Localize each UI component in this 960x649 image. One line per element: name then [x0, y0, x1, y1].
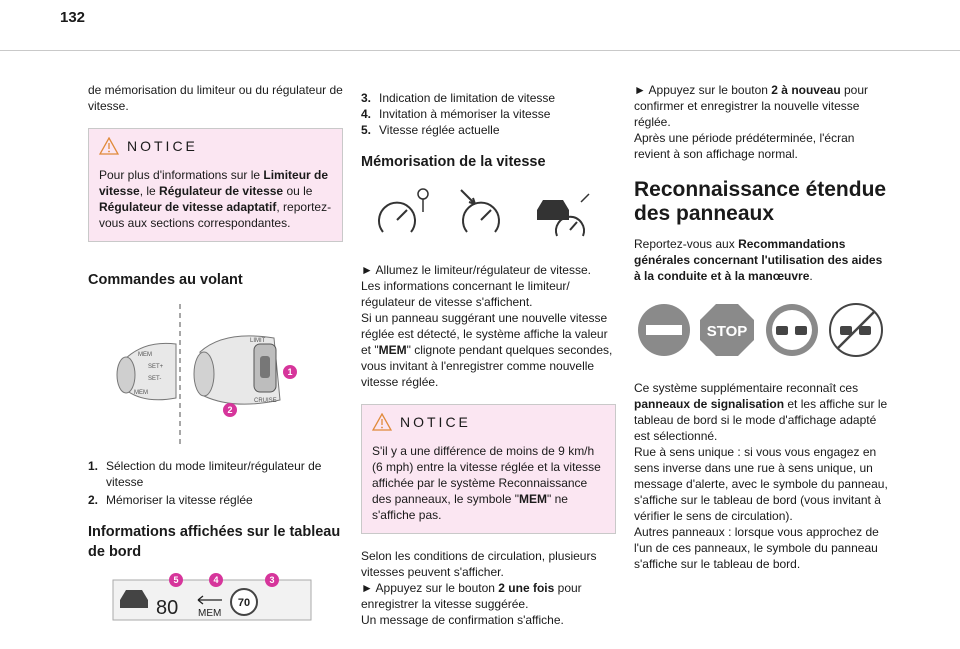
list-item: 2. Mémoriser la vitesse réglée: [88, 493, 253, 507]
notice-title: NOTICE: [127, 138, 198, 154]
list-item: 1. Sélection du mode limiteur/régulateur de vitesse: [88, 459, 322, 489]
end-no-overtaking-sign-icon: [830, 304, 882, 356]
svg-text:4: 4: [213, 575, 219, 585]
notice-text: Pour plus d'informations sur le Limiteur de vitesse, le Régulateur de vitesse ou le Régulateur de vitesse adaptatif, reportez-vous aux sections correspondantes.: [99, 168, 332, 230]
body-paragraph: Un message de confirmation s'affiche.: [361, 613, 564, 627]
heading-dashboard-info: Informations affichées sur le tableau de bord: [88, 524, 341, 560]
svg-text:STOP: STOP: [706, 323, 748, 340]
cruise-icons-figure: [361, 186, 601, 240]
figure-label: LIMIT: [250, 338, 266, 344]
body-paragraph: Reportez-vous aux Recommandations générales concernant l'utilisation des aides à la conduite et à la manœuvre.: [634, 237, 883, 283]
svg-text:5: 5: [173, 575, 179, 585]
body-paragraph: Les informations concernant le limiteur/ régulateur de vitesse s'affichent.: [361, 279, 570, 309]
figure-label: SET+: [148, 364, 164, 370]
controls-list: [88, 458, 343, 508]
figure-label: MEM: [138, 352, 152, 358]
header-rule: [0, 50, 960, 51]
notice-text: S'il y a une différence de moins de 9 km/h (6 mph) entre la vitesse réglée et la vitesse affichée par le système Reconnaissance des panneaux, le symbole "MEM" ne s'affiche pas.: [372, 444, 601, 522]
set-speed: 80: [156, 597, 179, 619]
intro-text: de mémorisation du limiteur ou du régulateur de vitesse.: [88, 83, 343, 113]
body-paragraph: Rue à sens unique : si vous vous engagez en sens inverse dans une rue à sens unique, un message d'alerte, avec le symbole du panneau, s'affiche sur le tableau de bord (vous invitant à vérifier le sens de circulation).: [634, 445, 888, 523]
figure-label: SET-: [148, 376, 162, 382]
steering-controls-figure: [104, 300, 324, 448]
column-1: [88, 82, 343, 622]
page-number: 132: [60, 9, 86, 26]
body-paragraph: Ce système supplémentaire reconnaît ces panneaux de signalisation et les affiche sur le tableau de bord si le mode d'affichage adapté est sélectionné.: [634, 381, 888, 443]
body-paragraph: Autres panneaux : lorsque vous approchez de l'un de ces panneaux, le symbole du panneau s'affiche sur le tableau de bord.: [634, 525, 879, 571]
list-item: 4. Invitation à mémoriser la vitesse: [361, 107, 551, 121]
heading-sign-recognition: Reconnaissance étendue des panneaux: [634, 178, 887, 225]
body-paragraph: Selon les conditions de circulation, plusieurs vitesses peuvent s'afficher.: [361, 549, 597, 579]
warning-icon: [99, 137, 119, 155]
speedometer-icon: [379, 189, 428, 232]
road-signs-figure: [634, 300, 888, 360]
notice-box-1: [88, 128, 343, 242]
warning-icon: [372, 413, 392, 431]
body-paragraph: ► Allumez le limiteur/régulateur de vitesse.: [361, 263, 591, 277]
speedometer-arrow-icon: [461, 190, 499, 232]
svg-text:3: 3: [269, 575, 275, 585]
no-overtaking-sign-icon: [766, 304, 818, 356]
notice-title: NOTICE: [400, 414, 471, 430]
display-list: [361, 90, 616, 138]
list-item: 5. Vitesse réglée actuelle: [361, 123, 500, 137]
stop-sign-icon: [700, 304, 754, 356]
body-paragraph: ► Appuyez sur le bouton 2 une fois pour enregistrer la vitesse suggérée.: [361, 581, 582, 611]
column-2: [361, 90, 616, 628]
svg-text:1: 1: [287, 367, 293, 377]
list-item: 3. Indication de limitation de vitesse: [361, 91, 556, 105]
adaptive-cruise-icon: [537, 194, 589, 236]
body-paragraph: ► Appuyez sur le bouton 2 à nouveau pour confirmer et enregistrer la nouvelle vitesse réglée.: [634, 83, 869, 129]
column-3: [634, 82, 889, 572]
dashboard-display-figure: [112, 572, 312, 622]
svg-text:2: 2: [227, 405, 233, 415]
heading-steering-controls: Commandes au volant: [88, 272, 243, 288]
heading-speed-memorisation: Mémorisation de la vitesse: [361, 154, 546, 170]
no-entry-sign-icon: [638, 304, 690, 356]
mem-label: MEM: [198, 608, 222, 619]
figure-label: MEM: [134, 390, 148, 396]
notice-box-2: [361, 404, 616, 534]
body-paragraph: Après une période prédéterminée, l'écran revient à son affichage normal.: [634, 131, 855, 161]
svg-text:70: 70: [237, 597, 251, 609]
body-paragraph: Si un panneau suggérant une nouvelle vitesse réglée est détecté, le système affiche la valeur et "MEM" clignote pendant quelques secondes, vous invitant à l'enregistrer comme nouvelle vitesse réglée.: [361, 311, 613, 389]
figure-label: CRUISE: [254, 398, 277, 404]
